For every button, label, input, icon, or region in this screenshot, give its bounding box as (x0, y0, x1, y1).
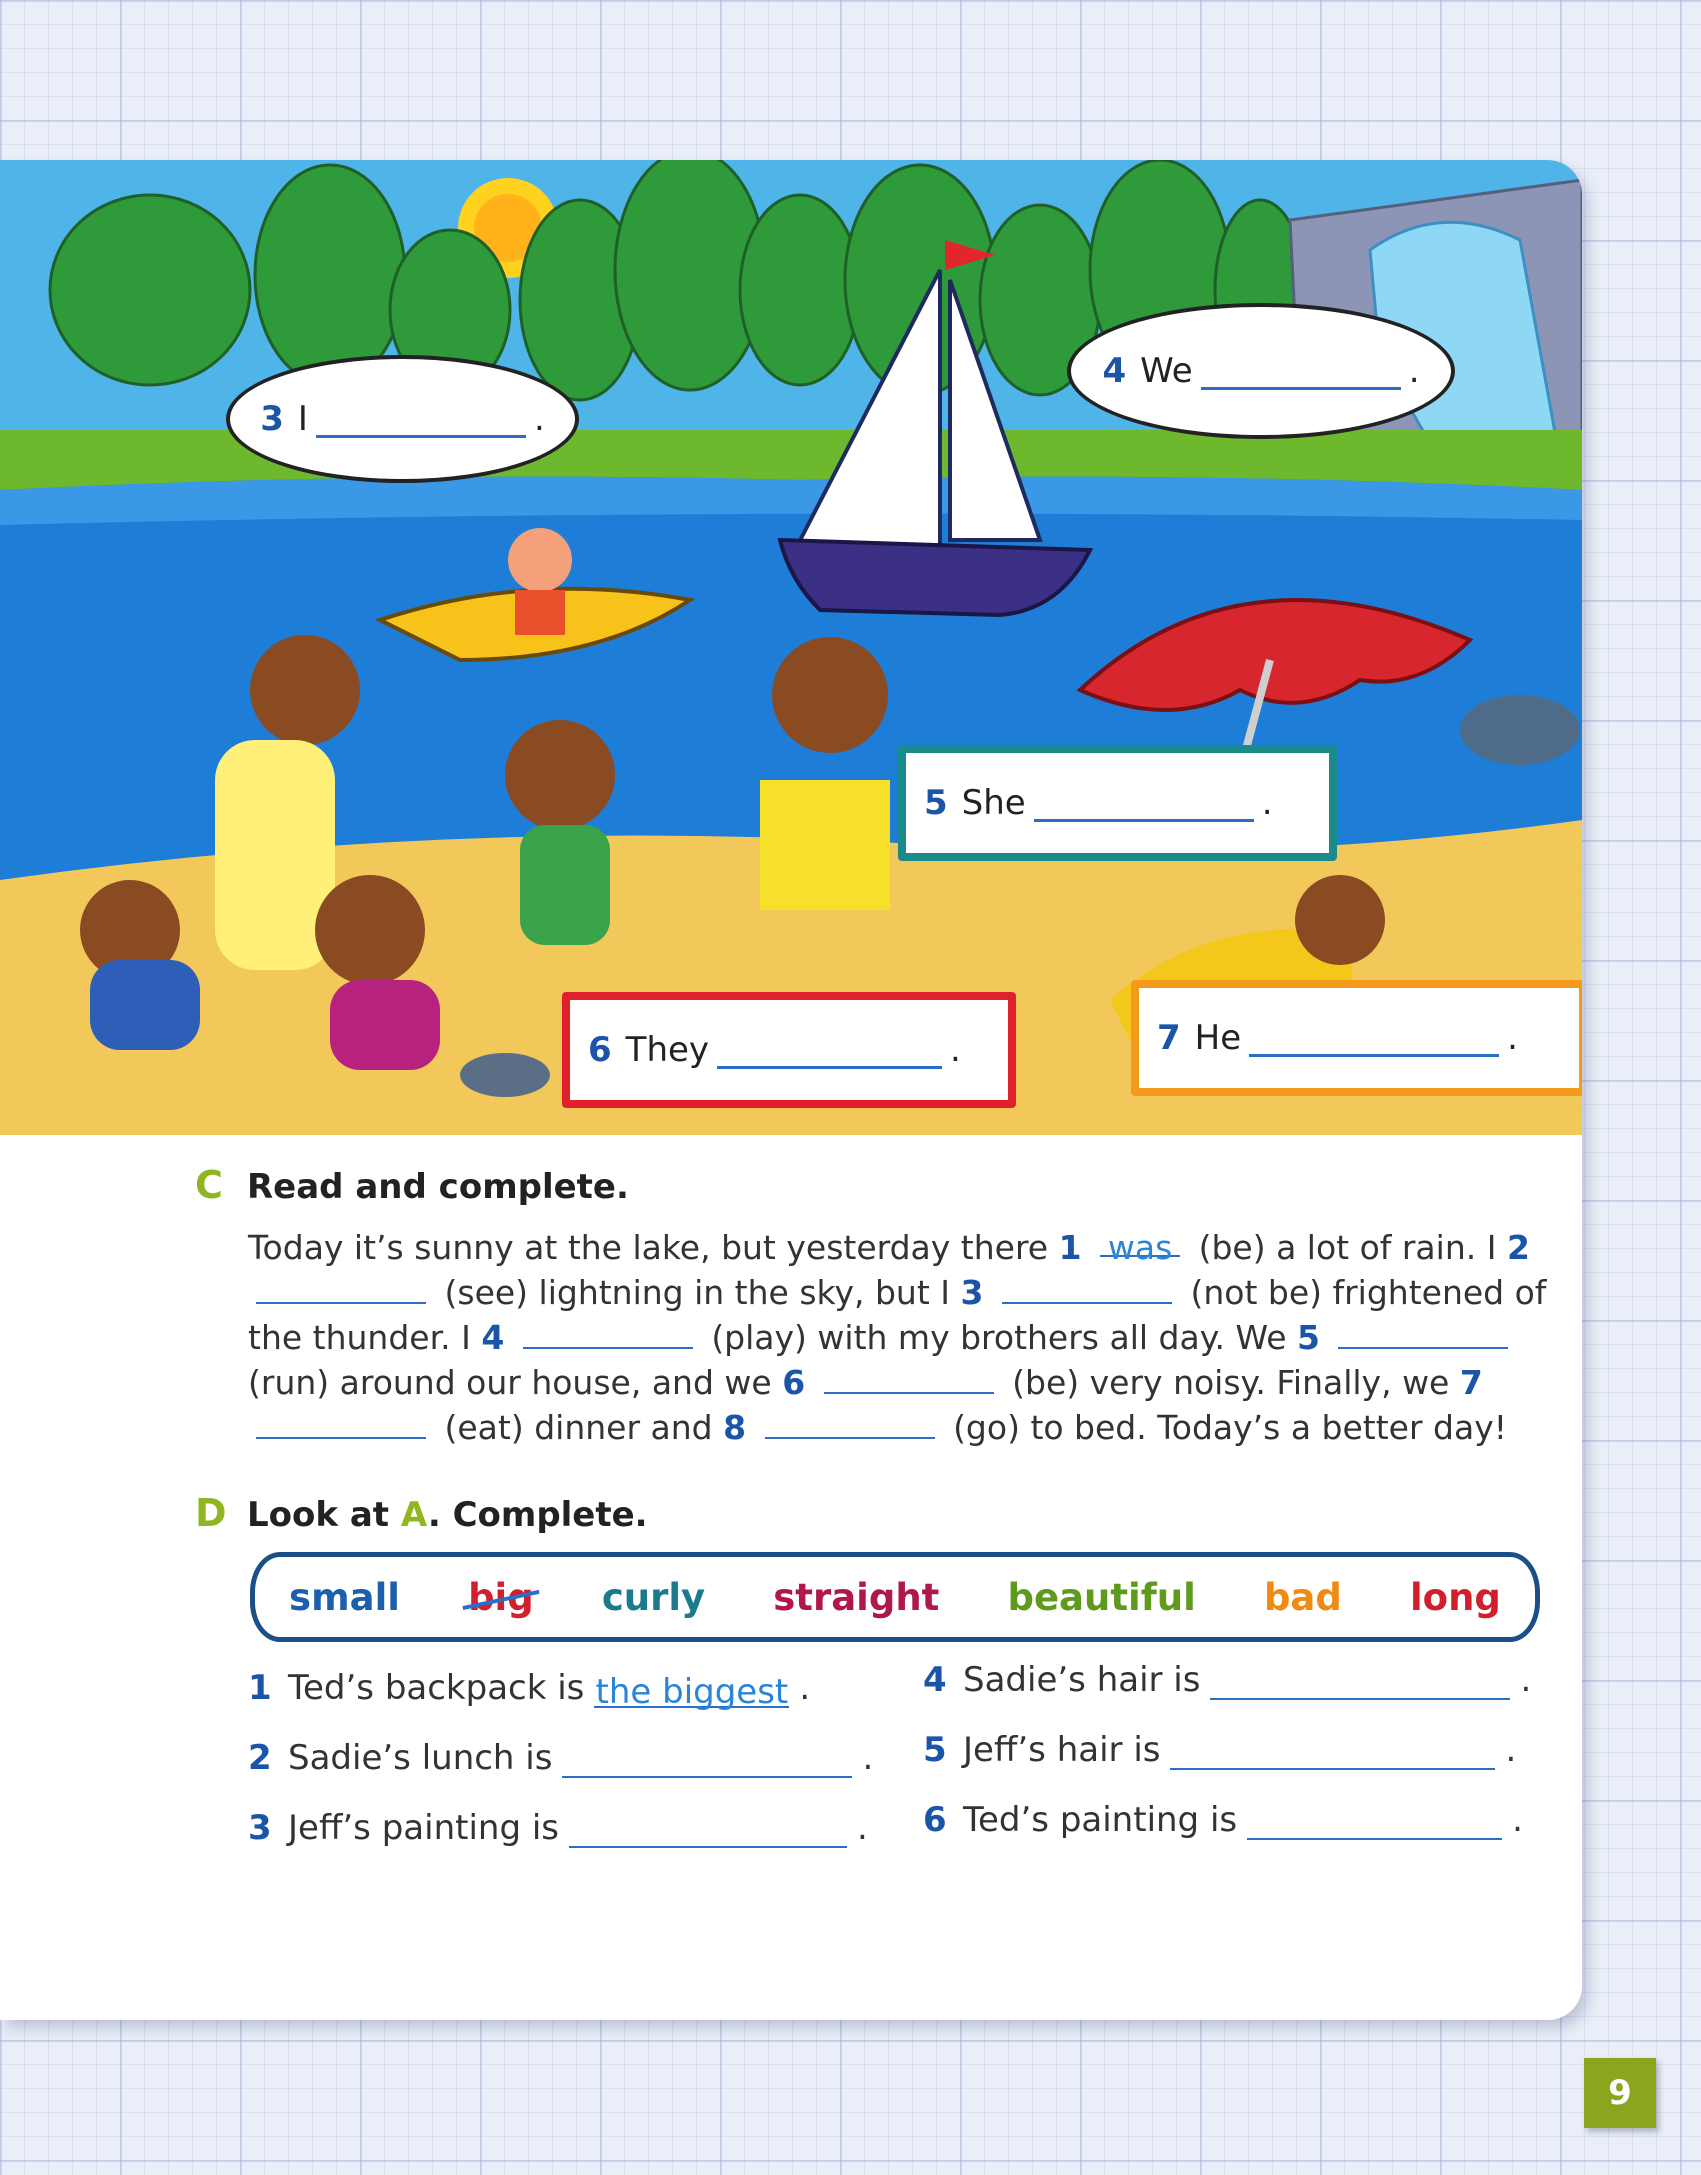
item-text: Sadie’s hair is (963, 1660, 1201, 1700)
item-period: . (1520, 1660, 1532, 1700)
title-ref: A (400, 1495, 428, 1535)
answer-blank[interactable] (316, 401, 526, 438)
page-number: 9 (1584, 2058, 1656, 2128)
answer-blank[interactable] (717, 1032, 942, 1069)
caption-period: . (950, 1030, 961, 1070)
answer-blank[interactable] (1210, 1664, 1510, 1700)
item-3 (248, 1808, 868, 1848)
answer-text: was (1107, 1228, 1173, 1267)
bubble-period: . (533, 399, 545, 439)
caption-pronoun: They (625, 1030, 710, 1070)
text-segment: (eat) dinner and (444, 1408, 713, 1447)
item-period: . (799, 1668, 811, 1708)
item-period: . (862, 1738, 874, 1778)
bubble-number: 3 (260, 399, 284, 439)
answer-blank[interactable] (1249, 1020, 1499, 1057)
title-post: . Complete. (427, 1495, 648, 1535)
item-5 (923, 1730, 1516, 1770)
word-bank-word: beautiful (1007, 1575, 1196, 1619)
caption-period: . (1507, 1018, 1518, 1058)
text-segment: (not be) frightened of the thunder. I (248, 1273, 1547, 1357)
text-segment: (see) lightning in the sky, but I (444, 1273, 950, 1312)
word-bank-word: curly (601, 1575, 706, 1619)
bubble-4 (1067, 303, 1455, 439)
answer-blank[interactable] (562, 1742, 852, 1778)
item-6 (923, 1800, 1523, 1840)
item-period: . (857, 1808, 868, 1848)
answer-blank[interactable] (1002, 1272, 1172, 1304)
answer-blank[interactable] (523, 1317, 693, 1349)
caption-5 (898, 745, 1337, 861)
answer-text: the biggest (595, 1672, 789, 1712)
word-bank-word: small (289, 1575, 400, 1619)
text-segment: (be) a lot of rain. I (1198, 1228, 1497, 1267)
item-number: 1 (248, 1668, 272, 1708)
blank-number: 8 (723, 1408, 747, 1447)
item-number: 4 (923, 1660, 947, 1700)
answer-blank[interactable] (256, 1407, 426, 1439)
text-segment: (go) to bed. Today’s a better day! (953, 1408, 1507, 1447)
section-letter: D (195, 1491, 227, 1535)
section-title (247, 1495, 648, 1535)
blank-number: 3 (960, 1273, 984, 1312)
bubble-3 (226, 355, 579, 483)
item-number: 5 (923, 1730, 947, 1770)
caption-number: 5 (924, 783, 948, 823)
item-text: Ted’s painting is (963, 1800, 1238, 1840)
item-1 (248, 1668, 811, 1712)
cloze-paragraph (248, 1225, 1548, 1450)
item-number: 2 (248, 1738, 272, 1778)
word-bank-word: straight (773, 1575, 940, 1619)
section-c-heading (195, 1163, 629, 1207)
answer-blank[interactable] (1338, 1317, 1508, 1349)
answer-blank[interactable] (256, 1272, 426, 1304)
caption-number: 7 (1157, 1018, 1181, 1058)
item-number: 3 (248, 1808, 272, 1848)
item-4 (923, 1660, 1531, 1700)
caption-period: . (1261, 783, 1273, 823)
answer-blank[interactable] (1034, 785, 1254, 822)
item-period: . (1512, 1800, 1523, 1840)
answer-blank[interactable] (1170, 1734, 1495, 1770)
lake-scene-illustration (0, 160, 1582, 1135)
section-title: Read and complete. (247, 1167, 629, 1207)
answer-blank[interactable] (569, 1812, 847, 1848)
text-segment: (be) very noisy. Finally, we (1012, 1363, 1450, 1402)
answer-blank[interactable] (1100, 1225, 1180, 1267)
blank-number: 4 (481, 1318, 505, 1357)
caption-pronoun: He (1194, 1018, 1242, 1058)
section-letter: C (195, 1163, 223, 1207)
bubble-period: . (1408, 351, 1420, 391)
caption-pronoun: She (961, 783, 1026, 823)
blank-number: 6 (782, 1363, 806, 1402)
word-bank-word: long (1409, 1575, 1501, 1619)
title-pre: Look at (247, 1495, 390, 1535)
item-text: Ted’s backpack is (288, 1668, 585, 1708)
answer-blank[interactable] (594, 1672, 789, 1712)
word-bank-word: big (468, 1575, 534, 1619)
word-bank-word: bad (1263, 1575, 1342, 1619)
bubble-pronoun: I (297, 399, 308, 439)
bubble-pronoun: We (1140, 351, 1193, 391)
item-2 (248, 1738, 873, 1778)
item-text: Jeff’s hair is (963, 1730, 1161, 1770)
caption-6 (562, 992, 1016, 1108)
blank-number: 7 (1459, 1363, 1483, 1402)
item-text: Jeff’s painting is (288, 1808, 559, 1848)
word-bank (250, 1552, 1540, 1642)
answer-blank[interactable] (765, 1407, 935, 1439)
text-segment: (play) with my brothers all day. We (711, 1318, 1287, 1357)
section-d-heading (195, 1491, 648, 1535)
answer-blank[interactable] (1247, 1804, 1502, 1840)
item-period: . (1505, 1730, 1517, 1770)
bubble-number: 4 (1102, 351, 1127, 391)
answer-blank[interactable] (824, 1362, 994, 1394)
item-number: 6 (923, 1800, 947, 1840)
answer-blank[interactable] (1201, 353, 1401, 390)
text-segment: (run) around our house, and we (248, 1363, 772, 1402)
blank-number: 2 (1506, 1228, 1530, 1267)
item-text: Sadie’s lunch is (288, 1738, 553, 1778)
caption-7 (1131, 980, 1582, 1096)
blank-number: 1 (1058, 1228, 1082, 1267)
blank-number: 5 (1297, 1318, 1320, 1357)
text-segment: Today it’s sunny at the lake, but yesterday there (248, 1228, 1049, 1267)
caption-number: 6 (588, 1030, 612, 1070)
